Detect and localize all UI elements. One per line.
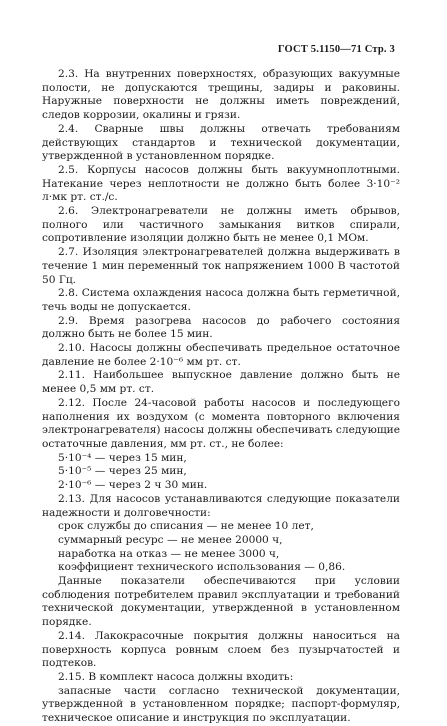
paragraph-2-13: 2.13. Для насосов устанавливаются следующие показатели надежности и долговечности: bbox=[42, 492, 400, 519]
paragraph-2-12: 2.12. После 24-часовой работы насосов и последующего наполнения их воздухом (с момента повторного включения электронагревателя) насосы должны обеспечивать следующие остаточные давления, мм рт. ст., не более: bbox=[42, 396, 400, 450]
paragraph-2-11: 2.11. Наибольшее выпускное давление должно быть не менее 0,5 мм рт. ст. bbox=[42, 369, 400, 396]
pressure-list-item: 2·10⁻⁶ — через 2 ч 30 мин. bbox=[58, 479, 208, 492]
paragraph-2-8: 2.8. Система охлаждения насоса должна быть герметичной, течь воды не допускается. bbox=[42, 287, 400, 313]
paragraph-2-3: 2.3. На внутренних поверхностях, образующих вакуумные полости, не допускаются трещины, задиры и раковины. Наружные поверхности не должны иметь повреждений, следов коррозии, окалины и грязи. bbox=[42, 68, 400, 122]
paragraph-2-10: 2.10. Насосы должны обеспечивать предельное остаточное давление не более 2·10⁻⁶ мм рт. ст. bbox=[42, 342, 400, 368]
reliability-list-item: коэффициент технического использования — 0,86. bbox=[58, 561, 346, 574]
paragraph-2-15: 2.15. В комплект насоса должны входить: bbox=[58, 670, 294, 683]
reliability-list-item: наработка на отказ — не менее 3000 ч, bbox=[58, 547, 280, 560]
paragraph-2-9: 2.9. Время разогрева насосов до рабочего состояния должно быть не более 15 мин. bbox=[42, 314, 400, 341]
kit-contents: запасные части согласно технической документации, утвержденной в установленном порядке; паспорт-формуляр, техническое описание и инструкция по эксплуатации. bbox=[42, 684, 400, 725]
page-header: ГОСТ 5.1150—71 Стр. 3 bbox=[277, 44, 395, 55]
paragraph-2-14: 2.14. Лакокрасочные покрытия должны наноситься на поверхность корпуса ровным слоем без пузырчатостей и подтеков. bbox=[42, 629, 400, 670]
paragraph-2-5: 2.5. Корпусы насосов должны быть вакуумноплотными. Натекание через неплотности не должно быть более 3·10⁻² л·мк рт. ст./с. bbox=[42, 163, 400, 204]
pressure-list-item: 5·10⁻⁴ — через 15 мин, bbox=[58, 451, 187, 464]
paragraph-2-7: 2.7. Изоляция электронагревателей должна выдерживать в течение 1 мин переменный ток напряжением 1000 В частотой 50 Гц. bbox=[42, 246, 400, 286]
paragraph-2-6: 2.6. Электронагреватели не должны иметь обрывов, полного или частичного замыкания витков спирали, сопротивление изоляции должно быть не менее 0,1 МОм. bbox=[42, 205, 400, 245]
reliability-list-item: суммарный ресурс — не менее 20000 ч, bbox=[58, 533, 283, 546]
paragraph-2-4: 2.4. Сварные швы должны отвечать требованиям действующих стандартов и технической документации, утвержденной в установленном порядке. bbox=[42, 122, 400, 163]
reliability-list-item: срок службы до списания — не менее 10 лет, bbox=[58, 520, 314, 533]
document-body bbox=[42, 68, 400, 726]
pressure-list-item: 5·10⁻⁵ — через 25 мин, bbox=[58, 465, 187, 478]
reliability-note: Данные показатели обеспечиваются при условии соблюдения потребителем правил эксплуатации и требований технической документации, утвержденной в установленном порядке. bbox=[42, 575, 400, 629]
